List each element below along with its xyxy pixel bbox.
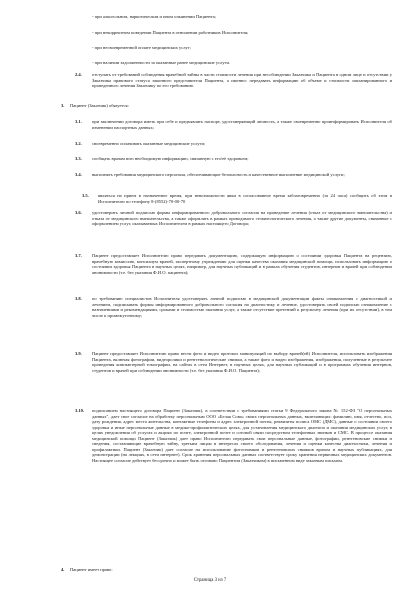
item-text: Пациент предоставляет Исполнителю право вести фото и видео протокол манипуляций по выбору врачей(ей) Исполнителя, использовать изображения Пациента, включая фотографии, видеоролики и рентгенологические снимки, а также фото и видео изображения, изображения, полученные в результате проведения компьютерной томографии, на сайтах в сети Интернет, в научных целях, для научных публикаций и в программах обучения интернов, студентов и врачей при соблюдении анонимности (т.е. без указания Ф.И.О. Пациента); [92, 351, 392, 373]
item-number: 3.10. [75, 408, 85, 413]
item-text: являться на прием в назначенное время, при невозможности явки в согласованное время заблаговременно (за 24 часа) сообщить об этом в Исполнителю по телефону 8-(8552)-70-00-70 [98, 193, 392, 204]
item-text: своевременно оплачивать оказанные медицинские услуги; [92, 141, 206, 146]
bullet-alcohol: - при алкогольном, наркотическом и ином опьянении Пациента; [92, 14, 216, 19]
item-number: 3.7. [75, 253, 82, 258]
item-number: 3.6. [75, 210, 82, 215]
section-number: 3. [61, 103, 65, 108]
item-text: отступать от требований соблюдения врачебной тайны в части стоимости лечения при несоблюдении Заказчика и Пациента в одном лице и отсутствии у Заказчика правового статуса законного представителя Пациента, а именно: передавать информацию об объеме и стоимости запланированного и проведенного лечения Заказчику по его требованию. [92, 72, 392, 89]
item-number: 3.2. [75, 141, 82, 146]
item-text: при заключении договора иметь при себе и предъявлять паспорт, удостоверяющий личность, а также своевременно проинформировать Исполнителя об изменении паспортных данных; [92, 119, 392, 130]
section-title: Пациент (Заказчик) обязуется: [70, 103, 129, 108]
section-title: Пациент имеет право: [70, 567, 113, 572]
bullet-debt: - при наличии задолженности за оказанные ранее медицинские услуги. [92, 60, 231, 65]
item-text: сообщать врачам всю необходимую информацию, связанную с его/её здоровьем; [92, 156, 249, 161]
item-text: Пациент предоставляет Исполнителю право передавать документацию, содержащую информацию о состоянии здоровья Пациента на рецензию, врачебную комиссию, консилиум врачей, экспертному учреждению для оценки качества оказания медицинской помощи, использовать информацию о состоянии здоровья Пациента в научных целях, например, для научных публикаций и в рамках обучения студентов, интернов и врачей при соблюдении анонимности (т.е. без указания Ф.И.О. пациента); [92, 253, 392, 275]
item-number: 3.1. [75, 119, 82, 124]
item-text: подписанием настоящего договора Пациент (Заказчик), в соответствии с требованиями статьи 9 Федерального закона № 152-ФЗ "О персональных данных", дает свое согласие на обработку персональным ООО «Белая Сова» своих персональных данных, включающих: фамилию, имя, отчество, пол, дату рождения, адрес места жительства, контактные телефоны и адрес электронной почты, реквизиты полиса ОМС (ДМС), данные о состоянии своего здоровья и иные персональные данные в медико-профилактических целях, для установления медицинского диагноза и оказания медицинских услуг, в целях уведомления об услугах и акциях по почте, электронной почте и сотовой связи посредством телефонных звонков и СМС. В процессе оказания медицинской помощи Пациент (Заказчик) дает право Исполнителю передавать свои персональные данные, фотографии, рентгеновские снимки и сведения, составляющие врачебную тайну, третьим лицам в интересах своего обследования, лечения и оценки качества диагностики, лечения и профилактики. Пациент (Заказчик) дает согласие на использование фотоснимков и рентгеновских снимков врачом и научных публикациях, для демонстрации (на лекциях, в сети интернет). Срок хранения персональных данных соответствует сроку хранения первичных медицинских документов. Настоящее согласие действует бессрочно и может быть отозвано Пациентом (Заказчиком) в письменном виде заказным письмом. [92, 408, 392, 463]
bullet-behavior: - при некорректном поведении Пациента в отношении работников Исполнителя; [92, 30, 249, 35]
item-number: 2.4. [75, 72, 82, 77]
page-number: Страница 3 из 7 [193, 578, 227, 583]
item-number: 3.8. [75, 296, 82, 301]
item-text: по требованию специалистов Исполнителя удостоверять личной подписью в медицинской документации факты ознакомления с диагностикой и лечением, подписывать формы информированного добровольного согласия на диагностику и лечение, удостоверять своей подписью ознакомление с назначениями и рекомендациями, сроками и стоимостью оказания услуг, а также отсутствие претензий к результату лечения (при их отсутствии), в том числе к промежуточному; [92, 296, 392, 318]
item-number: 3.5. [82, 193, 89, 198]
item-text: удостоверить личной подписью формы информированного добровольного согласия на проведение лечения (отказ от медицинского вмешательства) и отказа от медицинского вмешательства, а также оформлять в рамках проводимого стоматологического лечения, а также другие документы, связанные с оформлением услуг, оказываемых Исполнителем в рамках настоящего Договора; [92, 210, 392, 227]
item-number: 3.4. [75, 172, 82, 177]
item-number: 3.9. [75, 351, 82, 356]
section-number: 4. [61, 567, 65, 572]
item-text: выполнять требования медицинского персонала, обеспечивающие безопасность и качественное выполнение медицинской услуги; [92, 172, 345, 177]
item-number: 3.3. [75, 156, 82, 161]
bullet-late-payment: - при несвоевременной оплате медицинских услуг; [92, 45, 191, 50]
